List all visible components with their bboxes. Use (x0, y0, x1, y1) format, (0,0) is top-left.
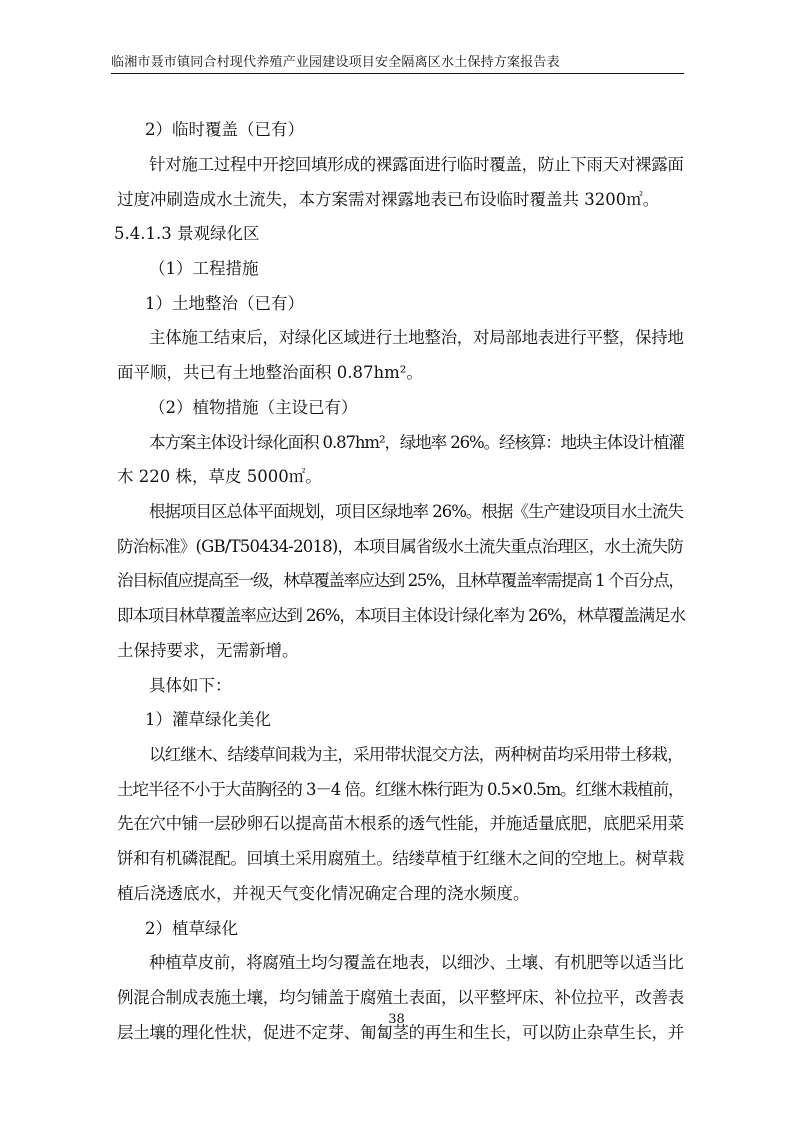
paragraph-line: 以红继木、结缕草间栽为主，采用带状混交方法，两种树苗均采用带土移栽， (149, 745, 683, 764)
paragraph-line: 具体如下： (149, 676, 232, 695)
document-header-title: 临湘市聂市镇同合村现代养殖产业园建设项目安全隔离区水土保持方案报告表 (111, 55, 560, 70)
paragraph-line: 即本项目林草覆盖率应达到 26%，本项目主体设计绿化率为 26%，林草覆盖满足水 (117, 606, 685, 625)
paragraph-line: 针对施工过程中开挖回填形成的裸露面进行临时覆盖，防止下雨天对裸露面 (149, 155, 684, 174)
paragraph-line: 饼和有机磷混配。回填土采用腐殖土。结缕草植于红继木之间的空地上。树草栽 (117, 849, 685, 868)
paragraph-line: 面平顺，共已有土地整治面积 0.87hm²。 (117, 363, 423, 382)
paragraph-line: 木 220 株，草皮 5000㎡。 (117, 467, 322, 486)
paragraph-line: 层土壤的理化性状，促进不定芽、匍匐茎的再生和生长，可以防止杂草生长，并 (117, 1023, 685, 1042)
subheading-plant-measures: （2）植物措施（主设已有） (149, 398, 358, 417)
paragraph-line: 根据项目区总体平面规划，项目区绿地率 26%。根据《生产建设项目水土流失 (149, 502, 683, 521)
paragraph-line: 主体施工结束后，对绿化区域进行土地整治，对局部地表进行平整，保持地 (149, 328, 684, 347)
paragraph-line: 种植草皮前，将腐殖土均匀覆盖在地表，以细沙、土壤、有机肥等以适当比 (149, 953, 684, 972)
paragraph-line: 土保持要求，无需新增。 (117, 641, 299, 660)
subheading-land-leveling: 1）土地整治（已有） (145, 294, 304, 313)
paragraph-line: 防治标准》(GB/T50434-2018)，本项目属省级水土流失重点治理区，水土流失防 (117, 537, 683, 556)
paragraph-line: 治目标值应提高至一级，林草覆盖率应达到 25%，且林草覆盖率需提高 1 个百分点， (117, 571, 684, 590)
section-heading-landscape-greening: 5.4.1.3 景观绿化区 (114, 224, 260, 243)
paragraph-line: 土坨半径不小于大苗胸径的 3－4 倍。红继木株行距为 0.5×0.5m。红继木栽植前， (117, 780, 684, 799)
paragraph-line: 过度冲刷造成水土流失，本方案需对裸露地表已布设临时覆盖共 3200㎡。 (117, 190, 660, 209)
paragraph-line: 先在穴中铺一层砂卵石以提高苗木根系的透气性能，并施适量底肥，底肥采用菜 (117, 814, 685, 833)
paragraph-line: 本方案主体设计绿化面积 0.87hm²，绿地率 26%。经核算：地块主体设计植灌 (149, 433, 684, 452)
paragraph-line: 例混合制成表施土壤，均匀铺盖于腐殖土表面，以平整坪床、补位拉平，改善表 (117, 988, 685, 1007)
paragraph-line: 植后浇透底水，并视天气变化情况确定合理的浇水频度。 (117, 884, 530, 903)
subheading-temporary-cover: 2）临时覆盖（已有） (145, 120, 304, 139)
subheading-shrub-grass-greening: 1）灌草绿化美化 (145, 710, 271, 729)
page-number: 38 (388, 1012, 405, 1027)
header-divider (111, 73, 684, 74)
subheading-engineering-measures: （1）工程措施 (149, 259, 259, 278)
subheading-grass-planting: 2）植草绿化 (145, 919, 238, 938)
